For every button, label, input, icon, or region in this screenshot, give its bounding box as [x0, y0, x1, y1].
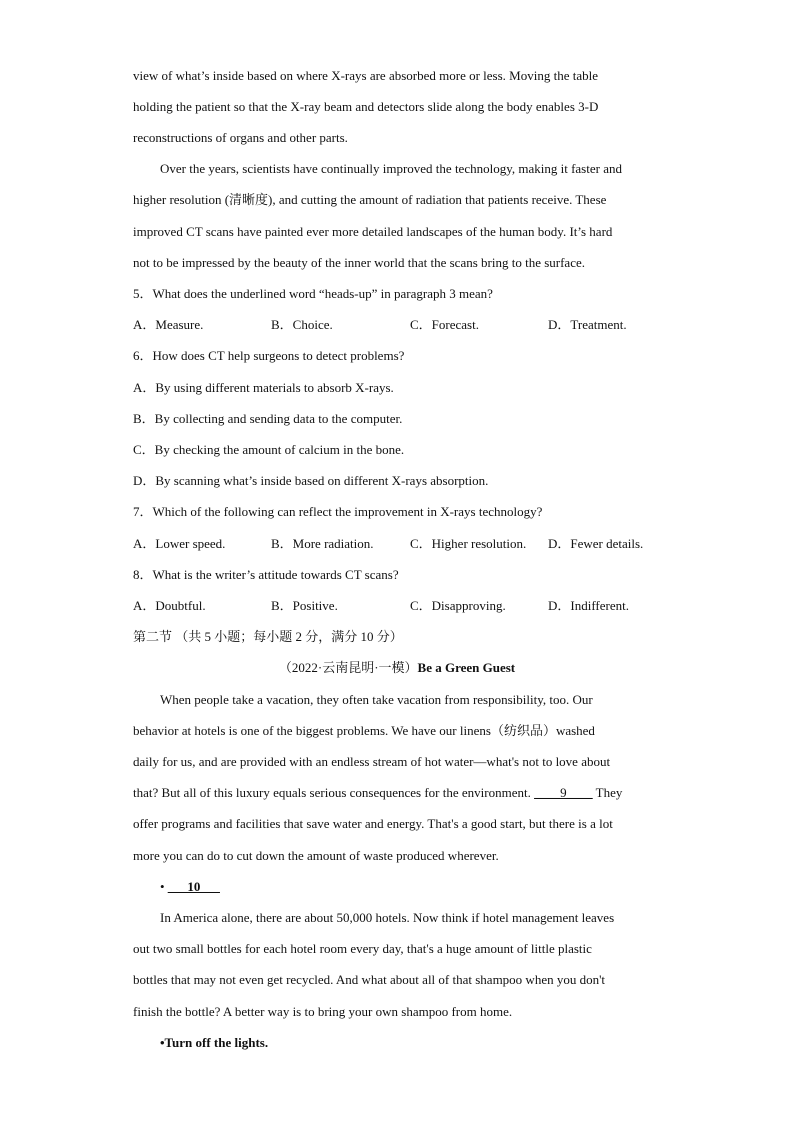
passage-line: offer programs and facilities that save water and energy. That's a good start, but there is a lot [133, 816, 613, 831]
bullet-blank-10 [160, 879, 220, 895]
passage-line: view of what’s inside based on where X-rays are absorbed more or less. Moving the table [133, 68, 598, 83]
passage-line [133, 785, 622, 801]
question-7-option-c[interactable]: C．Higher resolution. [410, 536, 527, 551]
question-7-option-a[interactable]: A．Lower speed. [133, 536, 226, 551]
question-8-option-d[interactable]: D．Indifferent. [548, 598, 629, 613]
passage-line: improved CT scans have painted ever more detailed landscapes of the human body. It’s hard [133, 224, 613, 239]
question-5-option-b[interactable]: B．Choice. [271, 317, 333, 332]
question-6-option-c[interactable]: C．By checking the amount of calcium in the bone. [133, 442, 405, 457]
bullet-icon: • [160, 879, 165, 894]
passage-text: that? But all of this luxury equals serious consequences for the environment. [133, 785, 535, 800]
question-5-option-c[interactable]: C．Forecast. [410, 317, 479, 332]
section-header: 第二节 （共 5 小题；每小题 2 分，满分 10 分） [133, 629, 403, 644]
question-6-option-a[interactable]: A．By using different materials to absorb X-rays. [133, 380, 394, 395]
passage-line: Over the years, scientists have continually improved the technology, making it faster and [160, 161, 622, 176]
question-5-option-d[interactable]: D．Treatment. [548, 317, 627, 332]
passage-title: Be a Green Guest [417, 660, 516, 675]
passage-line: daily for us, and are provided with an endless stream of hot water—what's not to love about [133, 754, 611, 769]
passage-line: behavior at hotels is one of the biggest problems. We have our linens（纺织品）washed [133, 723, 595, 738]
passage-line: bottles that may not even get recycled. And what about all of that shampoo when you don't [133, 972, 606, 987]
question-6-option-d[interactable]: D．By scanning what’s inside based on different X-rays absorption. [133, 473, 489, 488]
passage-text: They [592, 785, 623, 800]
question-6-stem: 6．How does CT help surgeons to detect problems? [133, 348, 405, 363]
question-5-option-a[interactable]: A．Measure. [133, 317, 204, 332]
question-6-option-b[interactable]: B．By collecting and sending data to the computer. [133, 411, 403, 426]
question-7-option-b[interactable]: B．More radiation. [271, 536, 374, 551]
question-8-option-c[interactable]: C．Disapproving. [410, 598, 506, 613]
passage-title-line [0, 660, 794, 676]
passage-line: more you can do to cut down the amount of waste produced wherever. [133, 848, 499, 863]
passage-line: out two small bottles for each hotel room every day, that's a huge amount of little plastic [133, 941, 592, 956]
passage-line: not to be impressed by the beauty of the inner world that the scans bring to the surface. [133, 255, 585, 270]
question-8-stem: 8．What is the writer’s attitude towards CT scans? [133, 567, 399, 582]
question-7-option-d[interactable]: D．Fewer details. [548, 536, 644, 551]
passage-source: （2022·云南昆明·一模） [278, 660, 418, 675]
question-8-option-b[interactable]: B．Positive. [271, 598, 338, 613]
question-7-stem: 7．Which of the following can reflect the improvement in X-rays technology? [133, 504, 543, 519]
passage-line: reconstructions of organs and other parts. [133, 130, 348, 145]
passage-line: higher resolution (清晰度), and cutting the amount of radiation that patients receive. These [133, 192, 607, 207]
passage-line: When people take a vacation, they often take vacation from responsibility, too. Our [160, 692, 593, 707]
passage-line: In America alone, there are about 50,000 hotels. Now think if hotel management leaves [160, 910, 615, 925]
passage-line: finish the bottle? A better way is to bring your own shampoo from home. [133, 1004, 513, 1019]
blank-9[interactable]: ____9____ [534, 785, 593, 800]
question-5-stem: 5．What does the underlined word “heads-up” in paragraph 3 mean? [133, 286, 493, 301]
blank-10[interactable]: ___10___ [167, 879, 220, 894]
tip-heading: •Turn off the lights. [160, 1035, 269, 1050]
question-8-option-a[interactable]: A．Doubtful. [133, 598, 206, 613]
passage-line: holding the patient so that the X-ray beam and detectors slide along the body enables 3-D [133, 99, 599, 114]
